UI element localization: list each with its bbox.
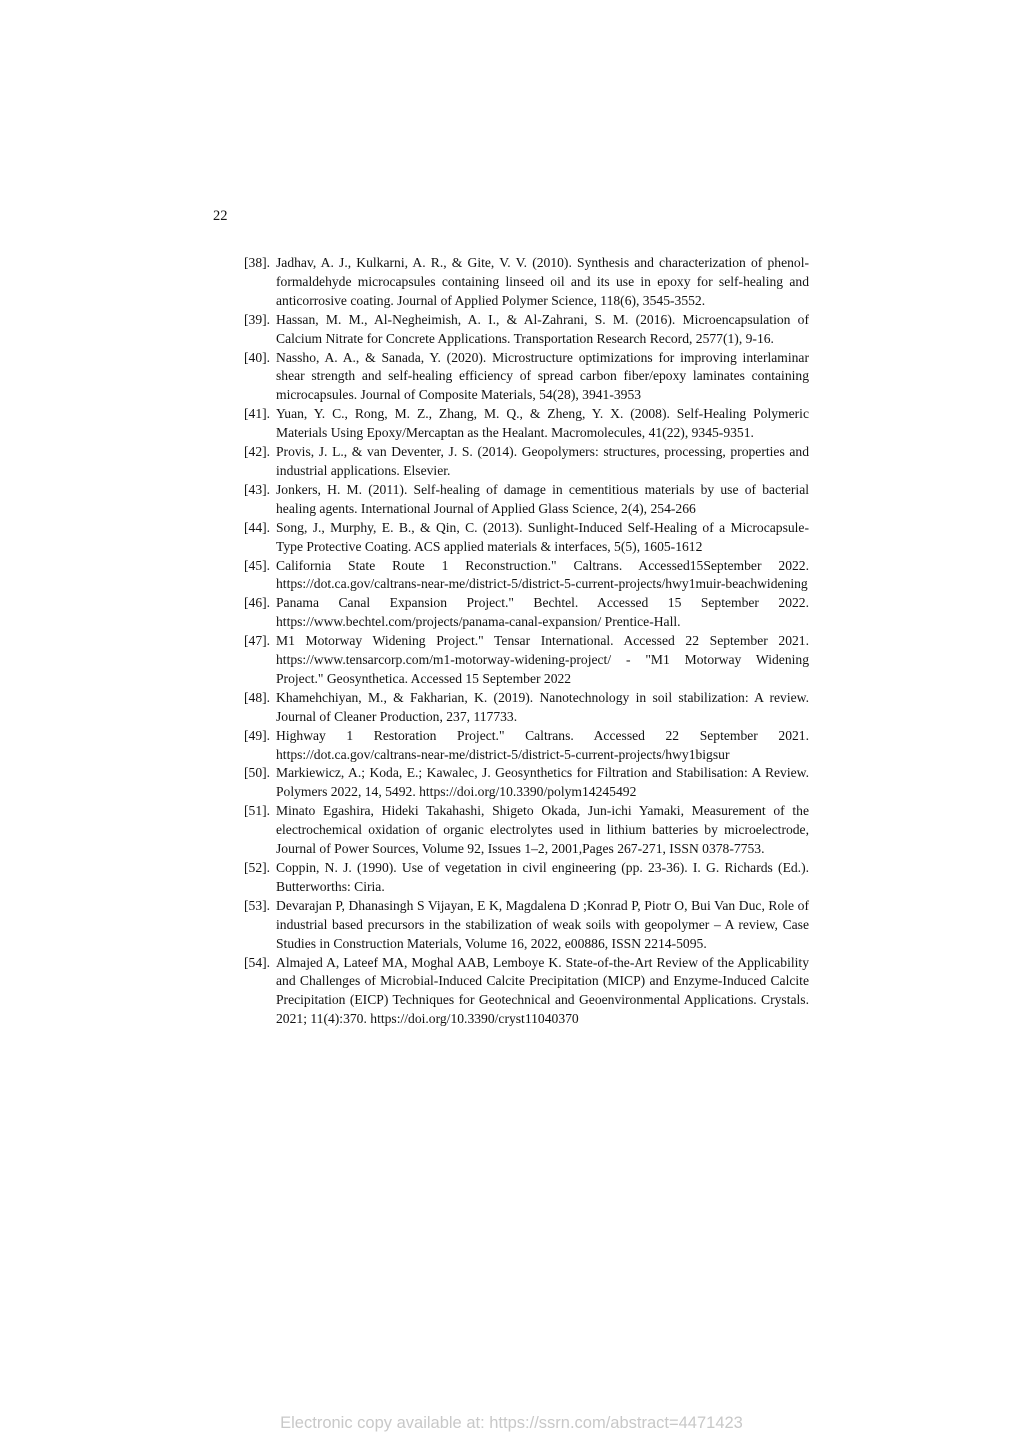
reference-item [244, 481, 809, 519]
reference-text: Panama Canal Expansion Project." Bechtel. Accessed 15 September 2022. https://www.bechtel.com/projects/panama-canal-expansion/ Prentice-Hall. [276, 595, 809, 630]
reference-number: [51]. [244, 803, 271, 819]
reference-item [244, 954, 809, 1030]
reference-text: Coppin, N. J. (1990). Use of vegetation in civil engineering (pp. 23-36). I. G. Richards (Ed.). Butterworths: Ciria. [276, 860, 809, 894]
reference-item [244, 632, 809, 689]
reference-text: Devarajan P, Dhanasingh S Vijayan, E K, Magdalena D ;Konrad P, Piotr O, Bui Van Duc, Role of industrial based precursors in the stabilization of weak soils with geopolymer – A review, Case Studies in Construction Materials, Volume 16, 2022, e00886, ISSN 2214-5095. [276, 897, 809, 951]
reference-text: Provis, J. L., & van Deventer, J. S. (2014). Geopolymers: structures, processing, properties and industrial applications. Elsevier. [276, 444, 809, 478]
reference-text: Nassho, A. A., & Sanada, Y. (2020). Microstructure optimizations for improving interlaminar shear strength and self-healing efficiency of spread carbon fiber/epoxy laminates containing microcapsules. Journal of Composite Materials, 54(28), 3941-3953 [276, 349, 809, 403]
reference-number: [49]. [244, 727, 271, 743]
reference-text: Almajed A, Lateef MA, Moghal AAB, Lemboye K. State-of-the-Art Review of the Applicability and Challenges of Microbial-Induced Calcite Precipitation (MICP) and Enzyme-Induced Calcite Precipitation (EICP) Techniques for Geotechnical and Geoenvironmental Applications. Crystals. 2021; 11(4):370. https://doi.org/10.3390/cryst11040370 [276, 954, 809, 1027]
reference-number: [48]. [244, 689, 271, 705]
reference-number: [45]. [244, 557, 271, 573]
reference-item [244, 254, 809, 311]
reference-number: [40]. [244, 349, 271, 365]
reference-item [244, 405, 809, 443]
reference-number: [52]. [244, 860, 271, 875]
reference-text: Yuan, Y. C., Rong, M. Z., Zhang, M. Q., & Zheng, Y. X. (2008). Self-Healing Polymeric Materials Using Epoxy/Mercaptan as the Healant. Macromolecules, 41(22), 9345-9351. [276, 406, 809, 441]
reference-number: [46]. [244, 595, 271, 611]
reference-number: [47]. [244, 633, 271, 649]
ssrn-footer: Electronic copy available at: https://ssrn.com/abstract=4471423 [280, 1414, 743, 1432]
reference-text: Markiewicz, A.; Koda, E.; Kawalec, J. Geosynthetics for Filtration and Stabilisation: A Review. Polymers 2022, 14, 5492. https://doi.org/10.3390/polym14245492 [276, 765, 809, 800]
reference-text: M1 Motorway Widening Project." Tensar International. Accessed 22 September 2021. https://www.tensarcorp.com/m1-motorway-widening-project/ - "M1 Motorway Widening Project." Geosynthetica. Accessed 15 September 2022 [276, 633, 809, 686]
reference-number: [54]. [244, 954, 271, 970]
reference-item [244, 443, 809, 481]
reference-text: Song, J., Murphy, E. B., & Qin, C. (2013). Sunlight-Induced Self-Healing of a Microcapsule-Type Protective Coating. ACS applied materials & interfaces, 5(5), 1605-1612 [276, 519, 809, 554]
reference-item [244, 689, 809, 727]
reference-item [244, 594, 809, 632]
reference-number: [39]. [244, 311, 271, 327]
reference-item [244, 311, 809, 349]
page-number: 22 [213, 208, 228, 224]
reference-item [244, 764, 809, 802]
reference-item [244, 727, 809, 765]
reference-item [244, 802, 809, 859]
reference-item [244, 859, 809, 897]
reference-number: [42]. [244, 444, 271, 460]
reference-number: [38]. [244, 255, 271, 270]
reference-text: Jadhav, A. J., Kulkarni, A. R., & Gite, V. V. (2010). Synthesis and characterization of phenol-formaldehyde microcapsules containing linseed oil and its use in epoxy for self-healing and anticorrosive coating. Journal of Applied Polymer Science, 118(6), 3545-3552. [276, 255, 809, 308]
reference-item [244, 519, 809, 557]
reference-text: Khamehchiyan, M., & Fakharian, K. (2019). Nanotechnology in soil stabilization: A review. Journal of Cleaner Production, 237, 117733. [276, 689, 809, 724]
reference-number: [43]. [244, 481, 271, 497]
reference-number: [50]. [244, 765, 271, 781]
reference-item [244, 557, 809, 595]
reference-item [244, 897, 809, 954]
reference-text: Highway 1 Restoration Project." Caltrans. Accessed 22 September 2021. https://dot.ca.gov/caltrans-near-me/district-5/district-5-current-projects/hwy1bigsur [276, 727, 809, 762]
reference-text: Minato Egashira, Hideki Takahashi, Shigeto Okada, Jun-ichi Yamaki, Measurement of the electrochemical oxidation of organic electrolytes used in lithium batteries by microelectrode, Journal of Power Sources, Volume 92, Issues 1–2, 2001,Pages 267-271, ISSN 0378-7753. [276, 803, 809, 857]
reference-number: [44]. [244, 519, 271, 535]
reference-item [244, 349, 809, 406]
reference-number: [41]. [244, 406, 271, 422]
reference-text: California State Route 1 Reconstruction." Caltrans. Accessed15September 2022. https://dot.ca.gov/caltrans-near-me/district-5/district-5-current-projects/hwy1muir-beachwidening [276, 557, 809, 592]
reference-text: Jonkers, H. M. (2011). Self-healing of damage in cementitious materials by use of bacterial healing agents. International Journal of Applied Glass Science, 2(4), 254-266 [276, 481, 809, 516]
reference-number: [53]. [244, 897, 271, 913]
reference-list [244, 254, 809, 1029]
reference-text: Hassan, M. M., Al-Negheimish, A. I., & Al-Zahrani, S. M. (2016). Microencapsulation of Calcium Nitrate for Concrete Applications. Transportation Research Record, 2577(1), 9-16. [276, 311, 809, 346]
